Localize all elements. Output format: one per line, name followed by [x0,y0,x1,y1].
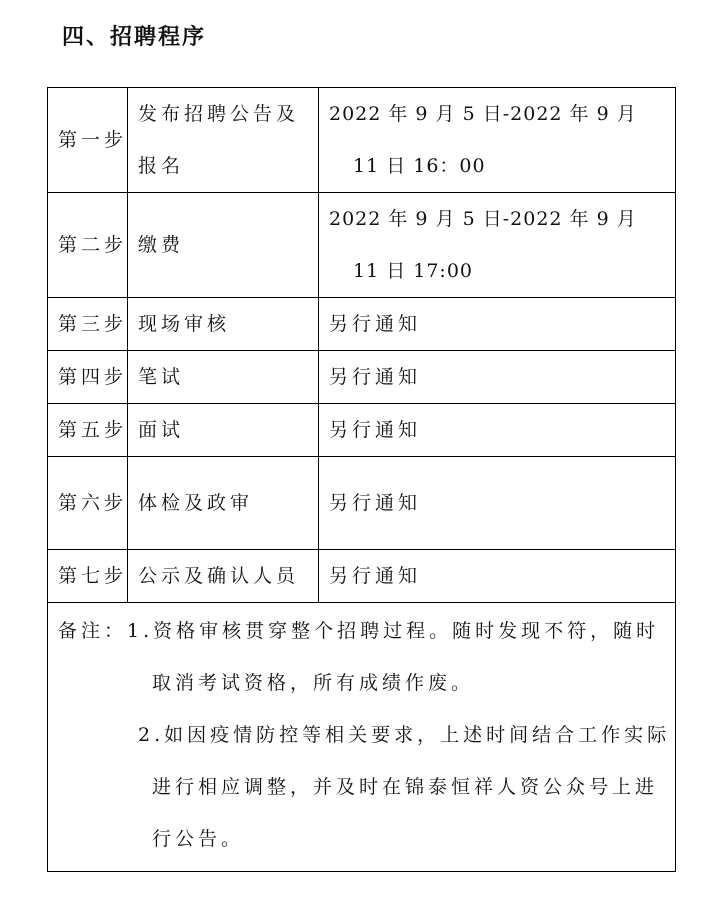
step-label: 第四步 [48,351,128,404]
note-line: 1.资格审核贯穿整个招聘过程。随时发现不符，随时 [127,620,660,642]
step-time: 2022 年 9 月 5 日-2022 年 9 月 11 日 16：00 [319,88,676,193]
table-row [48,298,676,351]
note-label: 备注： [58,620,128,642]
note-line: 行公告。 [152,828,245,850]
step-item: 发布招聘公告及 报名 [128,88,319,193]
table-row [48,404,676,457]
step-item: 现场审核 [128,298,319,351]
step-label: 第一步 [48,88,128,193]
step-item: 笔试 [128,351,319,404]
step-time: 另行通知 [319,298,676,351]
note-cell [48,603,676,872]
table-row [48,351,676,404]
step-time: 另行通知 [319,404,676,457]
step-time: 另行通知 [319,351,676,404]
step-item: 缴费 [128,193,319,298]
step-label: 第五步 [48,404,128,457]
step-item: 体检及政审 [128,457,319,550]
table-row [48,193,676,298]
step-label: 第二步 [48,193,128,298]
step-label: 第七步 [48,550,128,603]
step-time: 另行通知 [319,457,676,550]
note-row [48,603,676,872]
step-label: 第三步 [48,298,128,351]
table-row [48,457,676,550]
section-title: 四、招聘程序 [62,25,207,50]
note-line: 2.如因疫情防控等相关要求，上述时间结合工作实际 [138,724,671,746]
note-line: 进行相应调整，并及时在锦泰恒祥人资公众号上进 [152,776,659,798]
table-row [48,550,676,603]
step-item: 面试 [128,404,319,457]
step-time: 另行通知 [319,550,676,603]
note-line: 取消考试资格，所有成绩作废。 [152,672,475,694]
recruitment-procedure-table [47,87,676,872]
step-time: 2022 年 9 月 5 日-2022 年 9 月 11 日 17:00 [319,193,676,298]
step-item: 公示及确认人员 [128,550,319,603]
step-label: 第六步 [48,457,128,550]
table-row [48,88,676,193]
